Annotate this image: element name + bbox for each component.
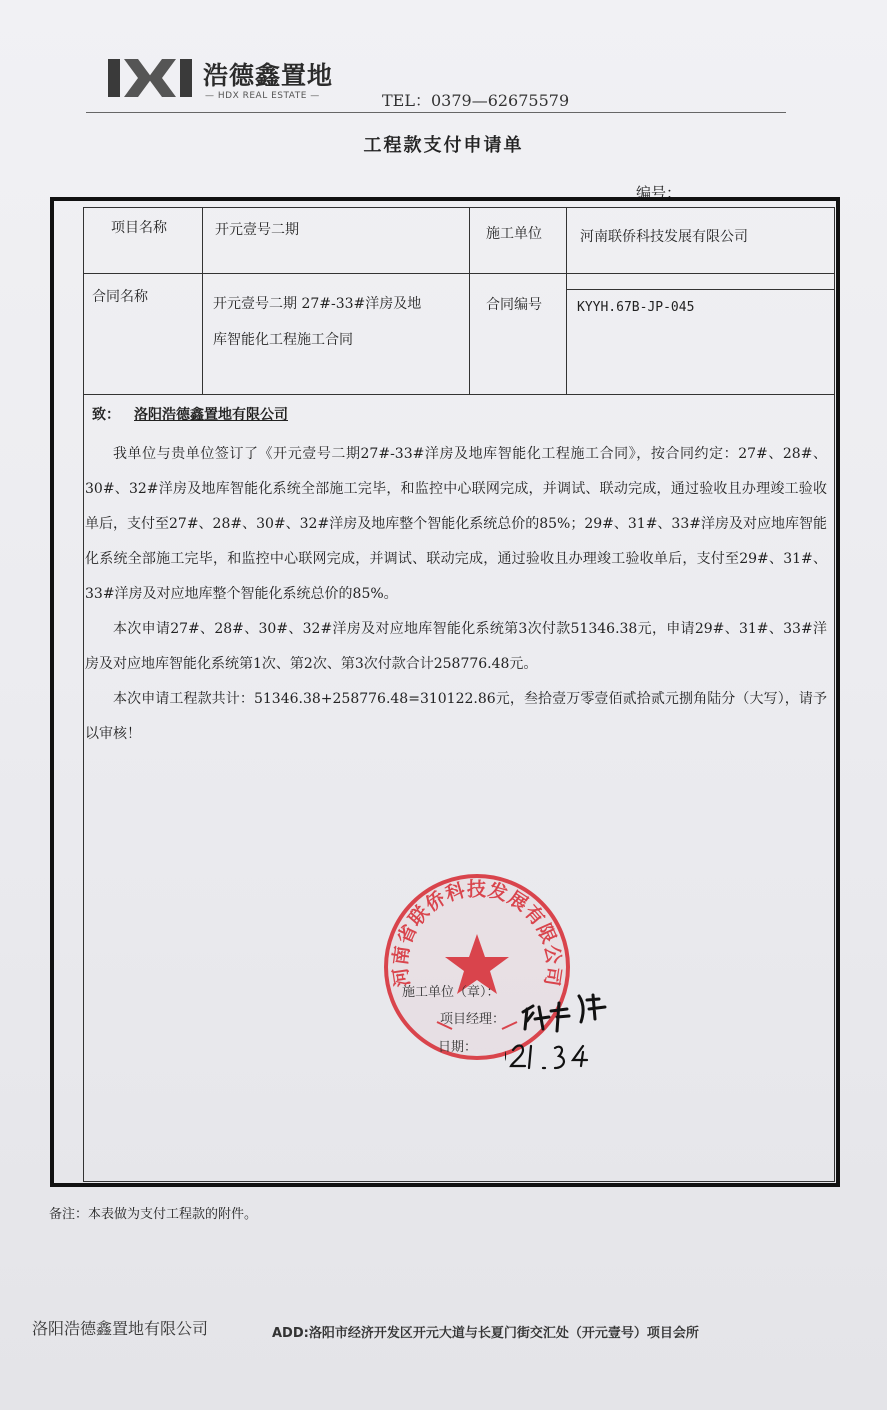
letter-paragraph-1: 我单位与贵单位签订了《开元壹号二期27#-33#洋房及地库智能化工程施工合同》，按合同约定：27#、28#、30#、32#洋房及地库智能化系统全部施工完毕，和监控中心联网完成，并调试、联动完成，通过验收且办理竣工验收单后，支付至27#、28#、30#、32#洋房及地库整个智能化系统总价的85%；29#、31#、33#洋房及对应地库智能化系统全部施工完毕，和监控中心联网完成，并调试、联动完成，通过验收且办理竣工验收单后，支付至29#、31#、33#洋房及对应地库整个智能化系统总价的85%。 — [85, 446, 827, 602]
serial-number-label: 编号： — [636, 184, 682, 202]
date-label: 日期： — [438, 1040, 478, 1055]
addressee-label: 致： — [92, 407, 120, 423]
contract-name-line1: 开元壹号二期 27#-33#洋房及地 — [213, 296, 422, 312]
project-name-value: 开元壹号二期 — [215, 222, 299, 238]
logo-subtitle: — HDX REAL ESTATE — — [205, 91, 320, 101]
footnote: 备注：本表做为支付工程款的附件。 — [49, 1207, 258, 1222]
contract-no-label: 合同编号 — [486, 297, 542, 313]
company-logo-icon — [108, 57, 192, 99]
contract-name-line2: 库智能化工程施工合同 — [213, 332, 353, 348]
telephone: TEL：0379—62675579 — [382, 91, 570, 110]
logo-name: 浩德鑫置地 — [203, 61, 334, 90]
document-title: 工程款支付申请单 — [363, 135, 524, 156]
table-row-divider — [566, 289, 834, 290]
table-row-divider — [84, 273, 834, 274]
letter-body — [85, 437, 827, 752]
table-row-divider — [84, 394, 834, 395]
project-name-label: 项目名称 — [111, 220, 167, 236]
contractor-label: 施工单位 — [486, 226, 542, 242]
letter-paragraph-3: 本次申请工程款共计：51346.38+258776.48=310122.86元，叁拾壹万零壹佰贰拾贰元捌角陆分（大写），请予以审核！ — [85, 691, 827, 742]
project-manager-label: 项目经理： — [440, 1012, 506, 1027]
contractor-value: 河南联侨科技发展有限公司 — [580, 229, 748, 245]
addressee-company: 洛阳浩德鑫置地有限公司 — [134, 407, 288, 423]
contract-no-value: KYYH.67B-JP-045 — [577, 300, 695, 315]
logo-subtitle-text: HDX REAL ESTATE — [217, 91, 307, 101]
handwritten-signature-icon — [505, 990, 635, 1085]
contract-name-label: 合同名称 — [92, 289, 148, 305]
header-divider — [86, 112, 786, 113]
contractor-seal-label: 施工单位（章）： — [402, 985, 500, 1000]
footer-company: 洛阳浩德鑫置地有限公司 — [32, 1319, 209, 1338]
svg-text:河南省联侨科技发展有限公司: 河南省联侨科技发展有限公司 — [389, 878, 565, 989]
footer-address: ADD:洛阳市经济开发区开元大道与长夏门街交汇处（开元壹号）项目会所 — [272, 1326, 699, 1341]
table-column-divider — [469, 208, 470, 394]
table-column-divider — [202, 208, 203, 394]
addressee — [92, 404, 288, 424]
letter-paragraph-2: 本次申请27#、28#、30#、32#洋房及对应地库智能化系统第3次付款51346.38元，申请29#、31#、33#洋房及对应地库智能化系统第1次、第2次、第3次付款合计258776.48元。 — [85, 621, 827, 672]
table-column-divider — [566, 208, 567, 394]
